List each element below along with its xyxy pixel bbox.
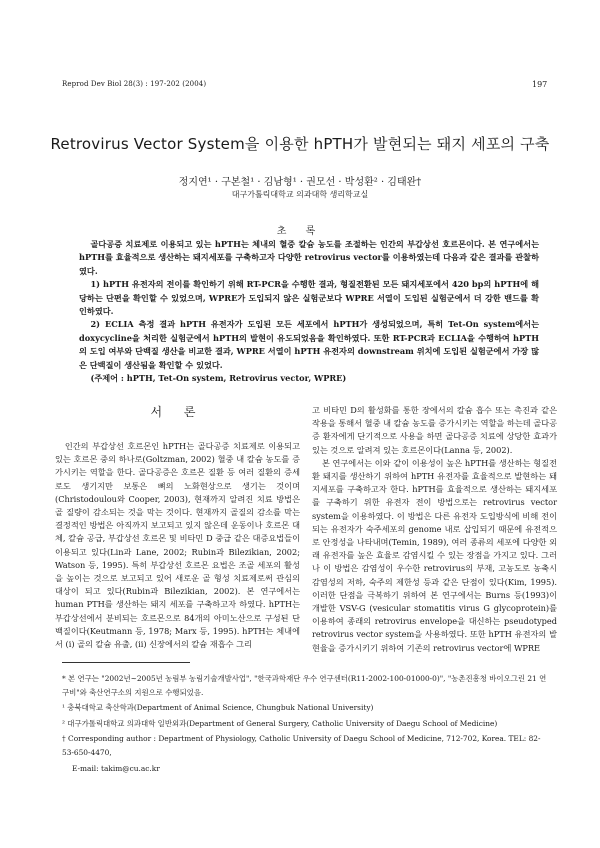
abstract xyxy=(79,238,539,385)
body-paragraph: 본 연구에서는 이와 같이 이용성이 높은 hPTH를 생산하는 형질전환 돼지를 생산하기 위하여 hPTH 유전자를 효율적으로 발현하는 돼지세포를 구축하고자 한다. hPTH를 효율적으로 생산하는 돼지세포를 구축하기 위한 유전자 전이 방법으로는 retrovirus vector system을 이용하였다. 이 방법은 다른 유전자 도입방식에 비해 전이되는 유전자가 숙주세포의 genome 내로 삽입되기 때문에 유전적으로 안정성을 나타내며(Temin, 1989), 여러 종류의 세포에 다양한 외래 유전자를 높은 효율로 감염시킬 수 있는 장점을 가지고 있다. 그러나 이 방법은 감염성이 우수한 retrovirus의 부재, 고농도로 농축시 감염성의 저하, 숙주의 제한성 등과 같은 단점이 있다(Kim, 1995). 이러한 단점을 극복하기 위하여 본 연구에서는 Burns 등(1993)이 개발한 VSV-G (vesicular stomatitis virus G glycoprotein)를 이용하여 종래의 retrovirus envelope을 대신하는 pseudotyped retrovirus vector system을 사용하였다. 또한 hPTH 유전자의 발현율을 증가시키기 위하여 기존의 retrovirus vector에 WPRE xyxy=(312,457,557,653)
intro-left-column xyxy=(55,404,300,651)
footnotes xyxy=(62,672,552,777)
abstract-heading: 초 록 xyxy=(276,226,324,237)
abstract-paragraph: 2) ECLIA 측정 결과 hPTH 유전자가 도입된 모든 세포에서 hPTH가 생성되었으며, 특히 Tet-On system에서는 doxycycline을 처리한 실험군에서 hPTH의 발현이 유도되었음을 확인하였다. 또한 RT-PCR과 ECLIA을 수행하여 hPTH의 도입 여부와 단백질 생산을 비교한 결과, WPRE 서열이 hPTH 유전자의 downstream 위치에 도입된 실험군에서 가장 많은 단백질이 생산됨을 확인할 수 있었다. xyxy=(79,319,539,370)
corresponding-author-footnote: † Corresponding author : Department of Physiology, Catholic University of Daegu School of Medicine, 712-702, Korea. TEL: 82-53-650-4470, xyxy=(62,734,541,757)
abstract-paragraph: 1) hPTH 유전자의 전이를 확인하기 위해 RT-PCR을 수행한 결과, 형질전환된 모든 돼지세포에서 420 bp의 hPTH에 해당하는 단편을 확인할 수 있었으며, WPRE가 도입되지 않은 실험군보다 WPRE 서열이 도입된 실험군에서 더 강한 밴드를 확인하였다. xyxy=(79,279,539,317)
affiliation-footnote-1: ¹ 충북대학교 축산학과(Department of Animal Science, Chungbuk National University) xyxy=(62,703,374,713)
intro-right-column xyxy=(312,404,557,655)
corresponding-email: E-mail: takim@cu.ac.kr xyxy=(72,763,160,773)
section-heading-intro: 서 론 xyxy=(150,405,205,419)
abstract-paragraph: 골다공증 치료제로 이용되고 있는 hPTH는 체내의 혈중 칼슘 농도를 조절하는 인간의 부갑상선 호르몬이다. 본 연구에서는 hPTH를 효율적으로 생산하는 돼지세포를 구축하고자 다양한 retrovirus vector를 이용하였는데 다음과 같은 결과를 관찰하였다. xyxy=(79,239,539,276)
affiliation-footnote-2: ² 대구가톨릭대학교 의과대학 일반외과(Department of General Surgery, Catholic University of Daegu School of Medicine) xyxy=(62,718,498,728)
journal-citation: Reprod Dev Biol 28(3) : 197-202 (2004) xyxy=(62,80,207,88)
footnote-divider xyxy=(62,662,190,663)
author-list: 정지연¹ · 구본철¹ · 김남형¹ · 권모선 · 박성환² · 김태완† xyxy=(178,177,422,188)
keywords: (주제어 : hPTH, Tet-On system, Retrovirus vector, WPRE) xyxy=(90,373,347,384)
paper-title: Retrovirus Vector System을 이용한 hPTH가 발현되는 돼지 세포의 구축 xyxy=(50,135,550,153)
body-paragraph: 고 비타민 D의 활성화를 통한 장에서의 칼슘 흡수 또는 촉진과 같은 작용을 통해서 혈중 내 칼슘 농도를 증가시키는 역할을 하는데 골다공증 환자에게 단기적으로 사용을 하면 골다공증 치료에 상당한 효과가 있는 것으로 알려져 있는 호르몬이다(Lanna 등, 2002). xyxy=(312,405,557,455)
funding-footnote: * 본 연구는 "2002년~2005년 농림부 농림기술개발사업", "한국과학재단 우수 연구센터(R11-2002-100-01000-0)", "농촌진흥청 바이오그린 21 연구비"와 축산연구소의 지원으로 수행되었음. xyxy=(62,674,547,697)
affiliation: 대구가톨릭대학교 의과대학 생리학교실 xyxy=(231,190,369,199)
body-paragraph: 인간의 부갑상선 호르몬인 hPTH는 골다공증 치료제로 이용되고 있는 호르몬 중의 하나로(Goltzman, 2002) 혈중 내 칼슘 농도를 증가시키는 역할을 한다. 골다공증은 호르몬 질환 등 여러 질환의 증세로도 생기지만 보통은 뼈의 노화현상으로 생기는 것이며(Christodoulou와 Cooper, 2003), 현재까지 알려진 치료 방법은 골 질량이 감소되는 것을 막는 것이다. 현재까지 골질의 감소를 막는 결정적인 방법은 아직까지 보고되고 있지 않은데 운동이나 호르몬 대체, 칼슘 공급, 부갑상선 호르몬 및 비타민 D 중급 같은 대증요법들이 이용되고 있다(Lin과 Lane, 2002; Rubin과 Bilezikian, 2002; Watson 등, 1995). 특히 부갑상선 호르몬 요법은 조골 세포의 활성을 높이는 것으로 보고되고 있어 새로운 골 형성 치료제로써 관심의 대상이 되고 있다(Rubin과 Bilezikian, 2002). 본 연구에서는 human PTH를 생산하는 돼지 세포를 구축하고자 하였다. hPTH는 부갑상선에서 분비되는 호르몬으로 84개의 아미노산으로 구성된 단백질이다(Keutmann 등, 1978; Marx 등, 1995). hPTH는 체내에서 (ⅰ) 골의 칼슘 유출, (ⅱ) 신장에서의 칼슘 재흡수 그리 xyxy=(55,441,300,650)
page-number: 197 xyxy=(532,80,548,89)
